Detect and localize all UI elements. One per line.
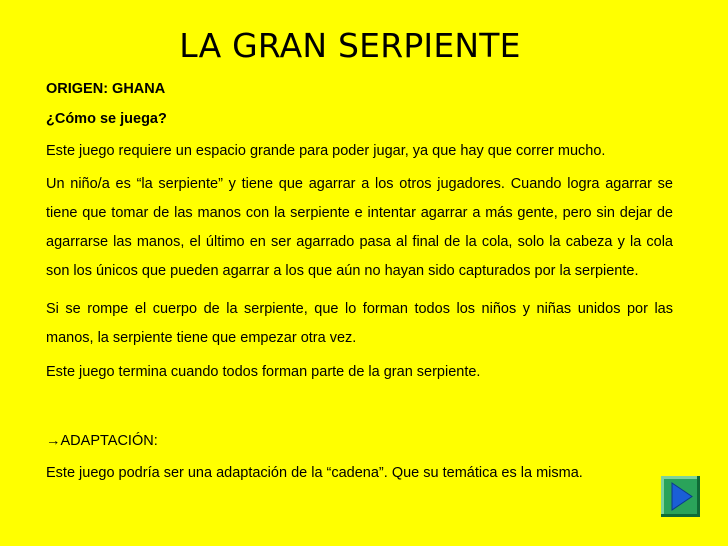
adaptation-heading — [46, 431, 673, 451]
adaptation-text: Este juego podría ser una adaptación de la “cadena”. Que su temática es la misma. — [46, 465, 583, 481]
arrow-right-icon: → — [46, 433, 61, 449]
next-slide-button[interactable] — [661, 476, 700, 517]
paragraph-space: Este juego requiere un espacio grande para poder jugar, ya que hay que correr mucho. — [46, 143, 606, 159]
spacer — [46, 391, 673, 431]
paragraph-restart: Si se rompe el cuerpo de la serpiente, que lo forman todos los niños y niñas unidos por las manos, la serpiente tiene que empezar otra vez. — [46, 301, 673, 346]
adaptation-label: ADAPTACIÓN: — [60, 433, 158, 449]
origin-label: ORIGEN: GHANA — [46, 81, 166, 97]
how-to-play-heading: ¿Cómo se juega? — [46, 111, 167, 127]
paragraph-rules: Un niño/a es “la serpiente” y tiene que agarrar a los otros jugadores. Cuando logra agarrar se tiene que tomar de las manos con la serpiente e intentar agarrar a más gente, pero sin dejar de agarrarse las manos, el último en ser agarrado pasa al final de la cola, solo la cabeza y la cola son los únicos que pueden agarrar a los que aún no hayan sido capturados por la serpiente. — [46, 176, 673, 279]
next-arrow-icon — [661, 476, 700, 517]
slide-title: LA GRAN SERPIENTE — [179, 26, 521, 65]
slide-content — [46, 79, 673, 492]
paragraph-end: Este juego termina cuando todos forman parte de la gran serpiente. — [46, 364, 481, 380]
